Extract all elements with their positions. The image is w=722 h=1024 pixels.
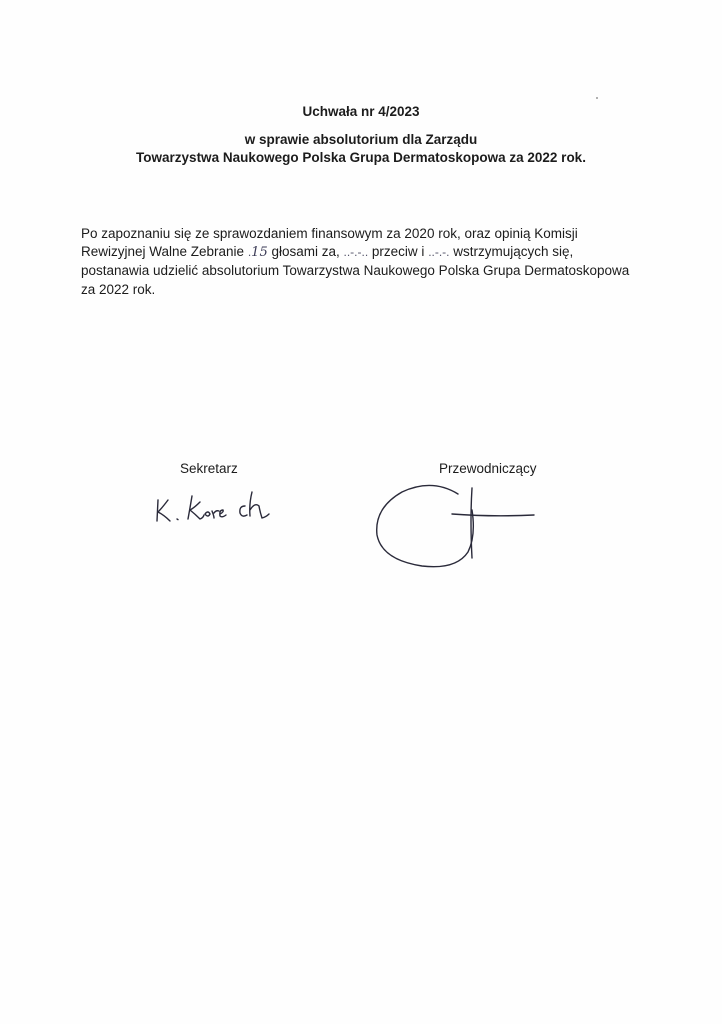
secretary-label: Sekretarz (180, 461, 238, 476)
body-segment-2: głosami za, (267, 244, 344, 260)
votes-abstain-blank: ..-.-. (428, 245, 450, 260)
secretary-signature (148, 488, 278, 528)
resolution-title: Uchwała nr 4/2023 (302, 104, 420, 119)
subject-line-1: w sprawie absolutorium dla Zarządu (244, 132, 478, 147)
votes-for-handwritten: 15 (251, 245, 268, 261)
scan-speck (596, 97, 598, 99)
votes-for-dot: . (247, 245, 252, 260)
body-segment-1: Po zapoznaniu się ze sprawozdaniem finansowym za 2020 rok, oraz opinią Komisji Rewizyjnej Walne Zebranie (81, 226, 578, 260)
resolution-subject (0, 131, 722, 167)
body-segment-4: wstrzymujących się, postanawia udzielić absolutorium Towarzystwa Naukowego Polska Grupa Dermatoskopowa za 2022 rok. (81, 244, 630, 297)
votes-against-blank: ..-.-.. (343, 245, 369, 260)
chair-signature (372, 480, 537, 570)
body-segment-3: przeciw i (368, 244, 429, 260)
subject-line-2: Towarzystwa Naukowego Polska Grupa Dermatoskopowa za 2022 rok. (136, 150, 586, 165)
resolution-body (81, 225, 641, 299)
chair-label: Przewodniczący (439, 461, 537, 476)
